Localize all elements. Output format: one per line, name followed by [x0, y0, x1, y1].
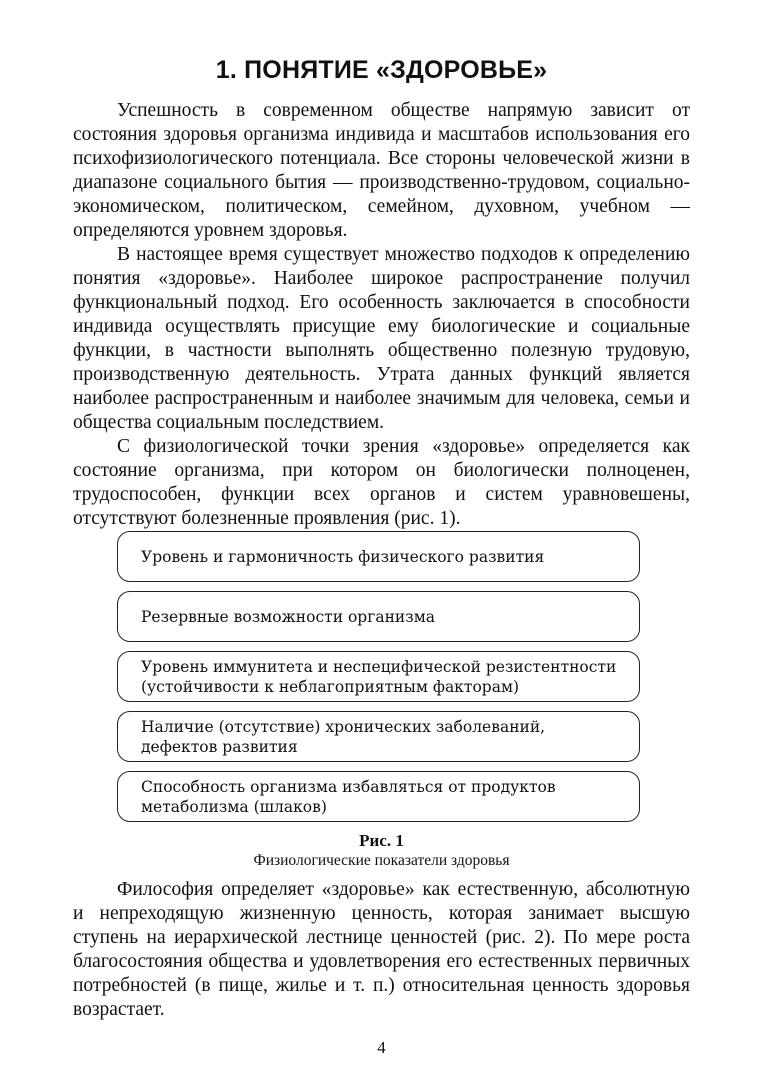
figure-diagram	[117, 531, 640, 831]
paragraph: С физиологической точки зрения «здоровье» определяется как состояние организма, при котором он биологически полноценен, трудоспособен, функции всех органов и систем уравновешены, отсутствуют болезненные проявления (рис. 1).	[73, 436, 690, 529]
indicator-box: Резервные возможности организма	[117, 591, 640, 642]
paragraph: Философия определяет «здоровье» как естественную, абсолютную и непреходящую жизненную ценность, которая занимает высшую ступень на иерархической лестнице ценностей (рис. 2). По мере роста благосостояния общества и удовлетворения его естественных первичных потребностей (в пище, жилье и т. п.) относительная ценность здоровья возрастает.	[73, 879, 690, 1020]
page-number: 4	[377, 1038, 386, 1057]
figure-caption: Физиологические показатели здоровья	[253, 852, 510, 869]
conclusion-text	[73, 878, 690, 1022]
indicator-box: Способность организма избавляться от продуктов метаболизма (шлаков)	[117, 771, 640, 822]
indicator-box: Наличие (отсутствие) хронических заболеваний, дефектов развития	[117, 711, 640, 762]
section-title: 1. ПОНЯТИЕ «ЗДОРОВЬЕ»	[215, 56, 548, 84]
figure-label: Рис. 1	[359, 831, 404, 850]
paragraph: В настоящее время существует множество подходов к определению понятия «здоровье». Наиболее широкое распространение получил функциональный подход. Его особенность заключается в способности индивида осуществлять присущие ему биологические и социальные функции, в частности выполнять общественно полезную трудовую, производственную деятельность. Утрата данных функций является наиболее распространенным и наиболее значимым для человека, семьи и общества социальным последствием.	[73, 244, 690, 433]
indicator-box: Уровень иммунитета и неспецифической резистентности (устойчивости к неблагоприятным факторам)	[117, 651, 640, 702]
paragraph: Успешность в современном обществе напрямую зависит от состояния здоровья организма индивида и масштабов использования его психофизиологического потенциала. Все стороны человеческой жизни в диапазоне социального бытия — производственно-трудовом, социально-экономическом, политическом, семейном, духовном, учебном — определяются уровнем здоровья.	[73, 100, 690, 241]
indicator-box: Уровень и гармоничность физического развития	[117, 531, 640, 582]
intro-text	[73, 99, 690, 531]
